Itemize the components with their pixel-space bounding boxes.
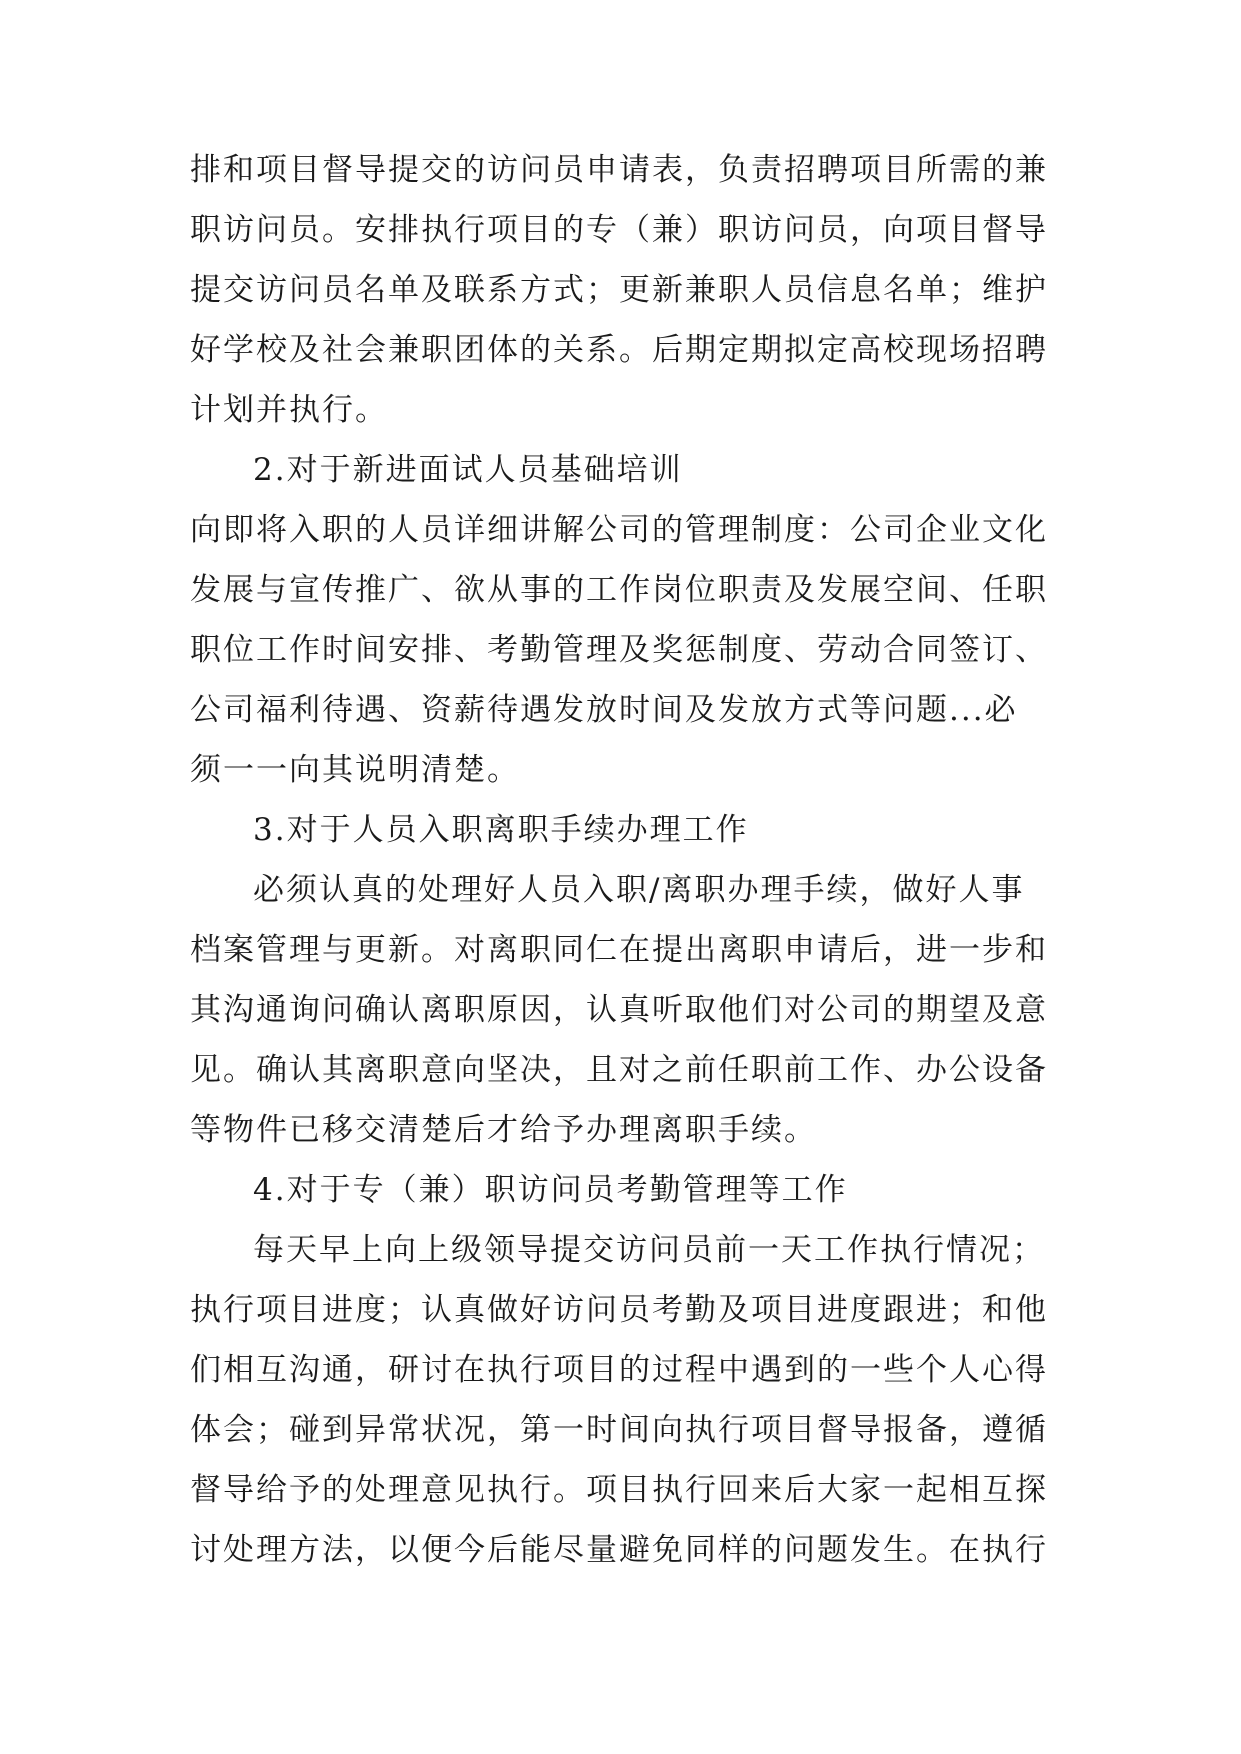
paragraph-line: 好学校及社会兼职团体的关系。后期定期拟定高校现场招聘 <box>190 332 1048 368</box>
section-heading: 4.对于专（兼）职访问员考勤管理等工作 <box>253 1172 848 1208</box>
paragraph-line: 档案管理与更新。对离职同仁在提出离职申请后，进一步和 <box>190 932 1048 968</box>
paragraph-line: 体会；碰到异常状况，第一时间向执行项目督导报备，遵循 <box>190 1412 1048 1448</box>
paragraph-line: 其沟通询问确认离职原因，认真听取他们对公司的期望及意 <box>190 992 1048 1028</box>
paragraph-line: 必须认真的处理好人员入职/离职办理手续，做好人事 <box>253 872 1025 908</box>
section-heading: 3.对于人员入职离职手续办理工作 <box>253 812 749 848</box>
paragraph-line: 讨处理方法，以便今后能尽量避免同样的问题发生。在执行 <box>190 1532 1048 1568</box>
paragraph-line: 排和项目督导提交的访问员申请表，负责招聘项目所需的兼 <box>190 152 1048 188</box>
paragraph-line: 提交访问员名单及联系方式；更新兼职人员信息名单；维护 <box>190 272 1048 308</box>
paragraph-line: 们相互沟通，研讨在执行项目的过程中遇到的一些个人心得 <box>190 1352 1048 1388</box>
paragraph-line: 须一一向其说明清楚。 <box>190 752 520 788</box>
paragraph-line: 职访问员。安排执行项目的专（兼）职访问员，向项目督导 <box>190 212 1048 248</box>
section-heading: 2.对于新进面试人员基础培训 <box>253 452 683 488</box>
paragraph-line: 督导给予的处理意见执行。项目执行回来后大家一起相互探 <box>190 1472 1048 1508</box>
paragraph-line: 向即将入职的人员详细讲解公司的管理制度：公司企业文化 <box>190 512 1048 548</box>
paragraph-line: 等物件已移交清楚后才给予办理离职手续。 <box>190 1112 817 1148</box>
paragraph-line: 发展与宣传推广、欲从事的工作岗位职责及发展空间、任职 <box>190 572 1048 608</box>
paragraph-line: 见。确认其离职意向坚决，且对之前任职前工作、办公设备 <box>190 1052 1048 1088</box>
paragraph-line: 职位工作时间安排、考勤管理及奖惩制度、劳动合同签订、 <box>190 632 1048 668</box>
paragraph-line: 执行项目进度；认真做好访问员考勤及项目进度跟进；和他 <box>190 1292 1048 1328</box>
paragraph-line: 每天早上向上级领导提交访问员前一天工作执行情况； <box>253 1232 1045 1268</box>
paragraph-line: 计划并执行。 <box>190 392 388 428</box>
paragraph-line: 公司福利待遇、资薪待遇发放时间及发放方式等问题...必 <box>190 692 1018 728</box>
